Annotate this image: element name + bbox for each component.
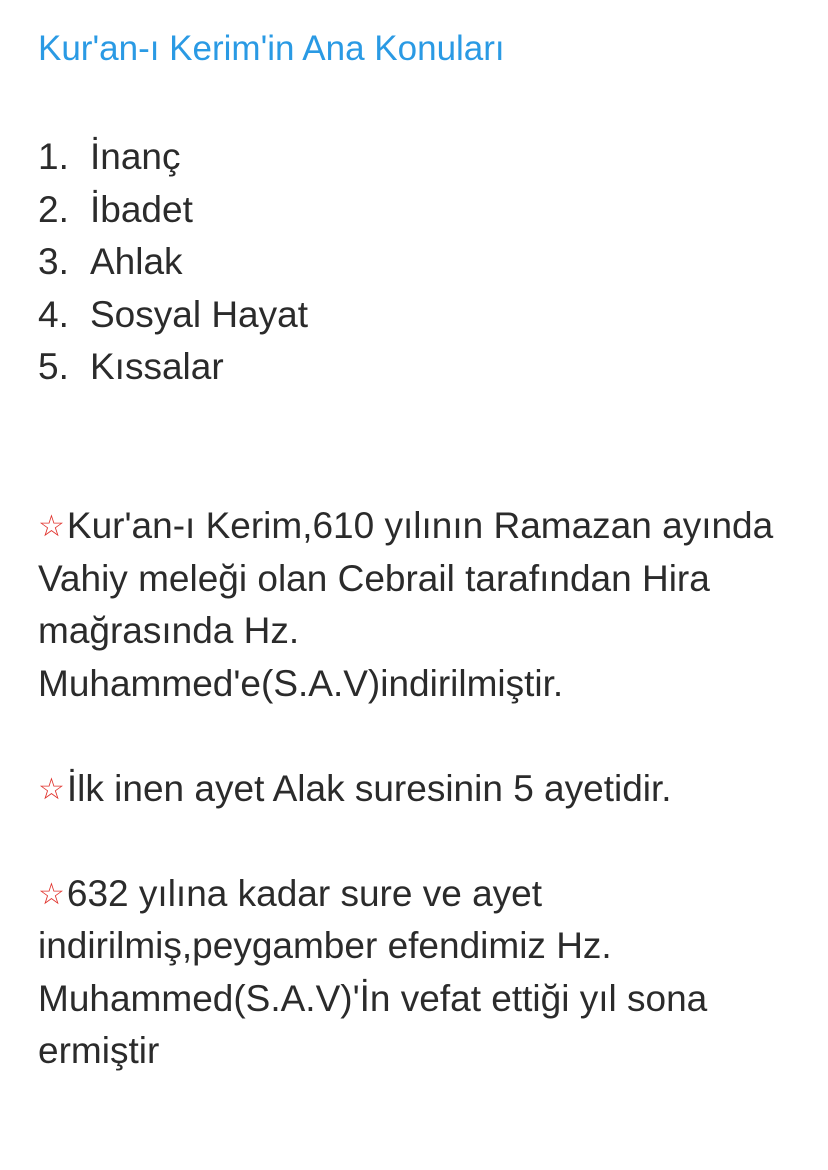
fact-text: 632 yılına kadar sure ve ayet indirilmiş,peygamber efendimiz Hz. Muhammed(S.A.V)'İn vefat ettiği yıl sona ermiştir <box>38 872 708 1071</box>
list-number: 3. <box>38 241 69 282</box>
fact-text: İlk inen ayet Alak suresinin 5 ayetidir. <box>66 767 672 809</box>
star-outline-icon: ☆ <box>38 876 65 912</box>
list-number: 4. <box>38 293 69 335</box>
star-outline-icon: ☆ <box>38 771 65 807</box>
list-item <box>38 184 308 237</box>
star-outline-icon: ☆ <box>38 509 65 544</box>
list-number: 1. <box>38 136 69 177</box>
list-label: Ahlak <box>90 241 183 282</box>
list-item <box>38 236 308 289</box>
fact-paragraph <box>38 763 808 816</box>
topic-list <box>38 131 308 394</box>
fact-text: Kur'an-ı Kerim,610 yılının Ramazan ayında Vahiy meleği olan Cebrail tarafından Hira mağrasında Hz. Muhammed'e(S.A.V)indirilmiştir. <box>38 505 774 704</box>
list-label: İbadet <box>90 188 193 230</box>
fact-paragraph <box>38 868 808 1078</box>
page-title: Kur'an-ı Kerim'in Ana Konuları <box>38 29 505 68</box>
fact-paragraph <box>38 500 808 710</box>
list-label: İnanç <box>90 136 181 177</box>
list-number: 2. <box>38 188 69 230</box>
list-label: Sosyal Hayat <box>90 293 308 335</box>
list-item <box>38 289 308 342</box>
list-label: Kıssalar <box>90 346 224 387</box>
facts-section <box>38 500 808 1130</box>
list-number: 5. <box>38 346 69 387</box>
list-item <box>38 341 308 394</box>
list-item <box>38 131 308 184</box>
